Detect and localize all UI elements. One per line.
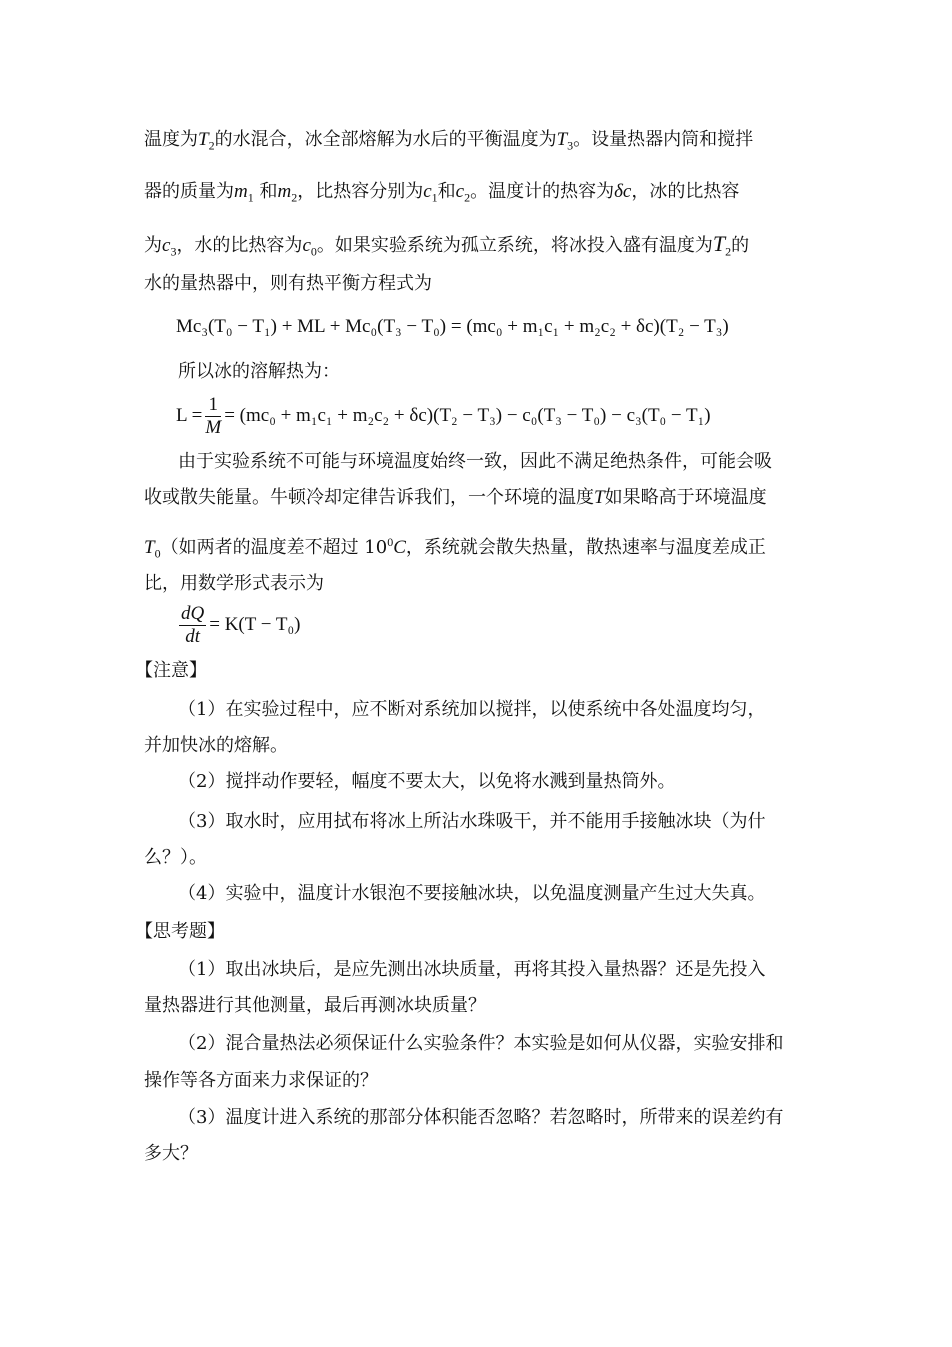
paragraph-line [178,360,340,384]
equation-text: Mc₃(T₀ − T₁) + ML + Mc₀(T₃ − T₀) = (mc₀ + m₁c₁ + m₂c₂ + δc)(T₂ − T₃) [176,316,729,337]
math-var: m [234,181,248,202]
text: （3）取水时，应用拭布将冰上所沾水珠吸干，并不能用手接触冰块（为什 [178,811,766,832]
text: ，比热容分别为 [297,181,424,202]
question-2-cont [144,1069,378,1093]
note-item-4 [178,882,765,906]
fraction-numerator: 1 [205,394,221,417]
math-var: c [302,235,311,256]
equation-heat-balance [176,316,729,338]
paragraph-line [144,232,749,264]
text: 。温度计的热容为 [470,181,615,202]
math-var: T [712,231,726,256]
text: ，冰的比热容 [631,181,740,202]
paragraph-line [144,530,766,566]
question-3 [178,1106,783,1130]
text: 的 [731,235,750,256]
text: 操作等各方面来力求保证的？ [144,1070,378,1091]
text: （4）实验中，温度计水银泡不要接触冰块，以免温度测量产生过大失真。 [178,883,766,904]
math-var: c [423,181,432,202]
text: （2）混合量热法必须保证什么实验条件？本实验是如何从仪器，实验安排和 [178,1033,784,1054]
paragraph-line [178,450,772,474]
subscript: 2 [725,244,732,259]
text: 温度为 [144,129,198,150]
note-item-2 [178,770,675,794]
text: 水的量热器中，则有热平衡方程式为 [144,273,432,294]
question-3-cont [144,1142,198,1166]
text: 由于实验系统不可能与环境温度始终一致，因此不满足绝热条件，可能会吸 [178,451,772,472]
math-var: c [162,235,171,256]
text: 和 [253,181,278,202]
text: 的水混合，冰全部熔解为水后的平衡温度为 [214,129,557,150]
math-var: C [393,537,406,558]
equation-rhs: = K(T − T₀) [209,613,301,635]
text: （3）温度计进入系统的那部分体积能否忽略？若忽略时，所带来的误差约有 [178,1107,784,1128]
heading-text: 【注意】 [135,660,207,681]
text: 多大？ [144,1143,198,1164]
text: 么？）。 [144,847,207,868]
text: 收或散失能量。牛顿冷却定律告诉我们，一个环境的温度 [144,487,594,508]
subscript: 1 [247,190,254,205]
text: （2）搅拌动作要轻，幅度不要太大，以免将水溅到量热筒外。 [178,771,676,792]
text: （1）在实验过程中，应不断对系统加以搅拌，以使系统中各处温度均匀， [178,699,766,720]
paragraph-line [144,180,739,210]
text: 所以冰的溶解热为： [178,361,340,382]
math-var: c [455,181,465,202]
subscript: 1 [431,190,438,205]
paragraph-line [144,486,767,510]
math-var: m [277,181,292,202]
equation-lhs: L = [176,404,203,426]
note-item-3-cont [144,846,207,870]
text: （1）取出冰块后，是应先测出冰块质量，再将其投入量热器？还是先投入 [178,959,766,980]
fraction [179,603,206,648]
question-2 [178,1032,783,1056]
subscript: 0 [154,546,161,561]
subscript: 3 [567,138,574,153]
math-var: T [556,129,568,150]
subscript: 3 [170,244,177,259]
equation-newton-cooling [176,603,300,648]
fraction [205,394,221,439]
subscript: 2 [464,190,471,205]
subscript: 2 [208,138,215,153]
text: ，水的比热容为 [176,235,303,256]
superscript: 0 [387,535,394,549]
math-var: T [198,129,209,150]
note-item-1 [178,698,765,722]
equation-rhs: = (mc₀ + m₁c₁ + m₂c₂ + δc)(T₂ − T₃) − c₀(T₃ − T₀) − c₃(T₀ − T₁) [224,404,711,426]
text: 并加快冰的熔解。 [144,735,288,756]
heading-text: 【思考题】 [135,921,225,942]
subscript: 0 [310,244,317,259]
text: 。如果实验系统为孤立系统，将冰投入盛有温度为 [316,235,713,256]
fraction-denominator: M [205,417,222,438]
text: ，系统就会散失热量，散热速率与温度差成正 [405,537,766,558]
note-item-3 [178,810,765,834]
equation-heat-of-fusion [176,394,711,439]
math-var: T [594,487,605,508]
math-var: δc [614,181,632,202]
note-item-1-cont [144,734,288,758]
question-1-cont [144,994,486,1018]
fraction-denominator: dt [185,626,200,647]
text: 器的质量为 [144,181,234,202]
text: 量热器进行其他测量，最后再测冰块质量？ [144,995,486,1016]
subscript: 2 [291,190,298,205]
fraction-numerator: dQ [181,603,205,624]
paragraph-line [144,128,753,158]
paragraph-line [144,572,324,596]
text: 。设量热器内筒和搅拌 [573,129,754,150]
math-var: T [144,537,155,558]
text: 比，用数学形式表示为 [144,573,324,594]
question-1 [178,958,765,982]
paragraph-line [144,272,432,296]
text: 和 [437,181,456,202]
section-heading-notes [135,659,207,683]
text: 为 [144,235,162,256]
text: （如两者的温度差不超过 10 [160,537,388,558]
text: 如果略高于环境温度 [604,487,767,508]
section-heading-questions [135,920,225,944]
